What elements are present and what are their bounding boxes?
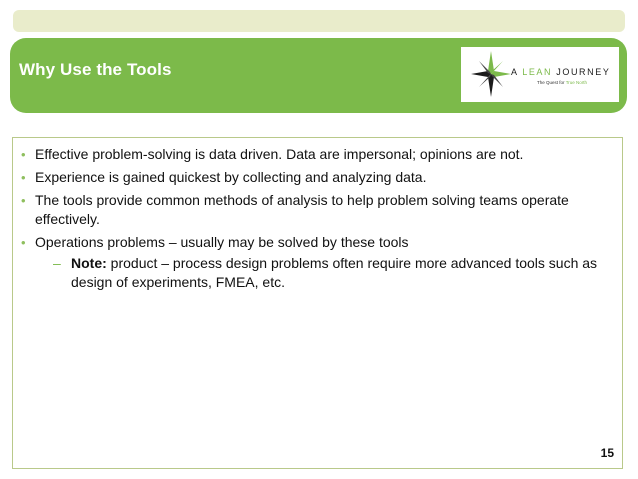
bullet-text: Effective problem-solving is data driven. Data are impersonal; opinions are not. — [35, 146, 524, 162]
bullet-text: Operations problems – usually may be solved by these tools — [35, 234, 409, 250]
lean-journey-logo — [461, 47, 619, 102]
bullet-icon: • — [21, 170, 26, 185]
compass-star-icon — [471, 51, 511, 97]
list-item — [21, 233, 617, 292]
bullet-icon: • — [21, 147, 26, 162]
logo-tagline — [537, 80, 587, 85]
title-bar — [10, 38, 627, 113]
logo-tagline-prefix: The Quest for — [537, 80, 565, 85]
note-label: Note: — [71, 255, 107, 271]
list-item — [21, 145, 617, 164]
logo-wordmark — [511, 67, 610, 77]
logo-word-journey: JOURNEY — [556, 67, 611, 77]
bullet-text: Experience is gained quickest by collecting and analyzing data. — [35, 169, 427, 185]
content-area — [12, 137, 623, 469]
bullet-text: The tools provide common methods of analysis to help problem solving teams operate effectively. — [35, 192, 569, 227]
bullet-icon: • — [21, 193, 26, 208]
note-text: product – process design problems often require more advanced tools such as design of experiments, FMEA, etc. — [71, 255, 598, 290]
dash-icon: – — [53, 255, 61, 271]
bullet-icon: • — [21, 235, 26, 250]
logo-tagline-highlight: True North — [565, 80, 588, 85]
header-top-strip — [13, 10, 625, 32]
logo-word-a: A — [511, 67, 519, 77]
list-item — [21, 168, 617, 187]
page-number: 15 — [600, 446, 614, 460]
slide-title: Why Use the Tools — [19, 60, 172, 79]
sub-list-item — [35, 254, 617, 292]
bullet-list — [21, 145, 617, 296]
list-item — [21, 191, 617, 229]
logo-word-lean: LEAN — [522, 67, 553, 77]
